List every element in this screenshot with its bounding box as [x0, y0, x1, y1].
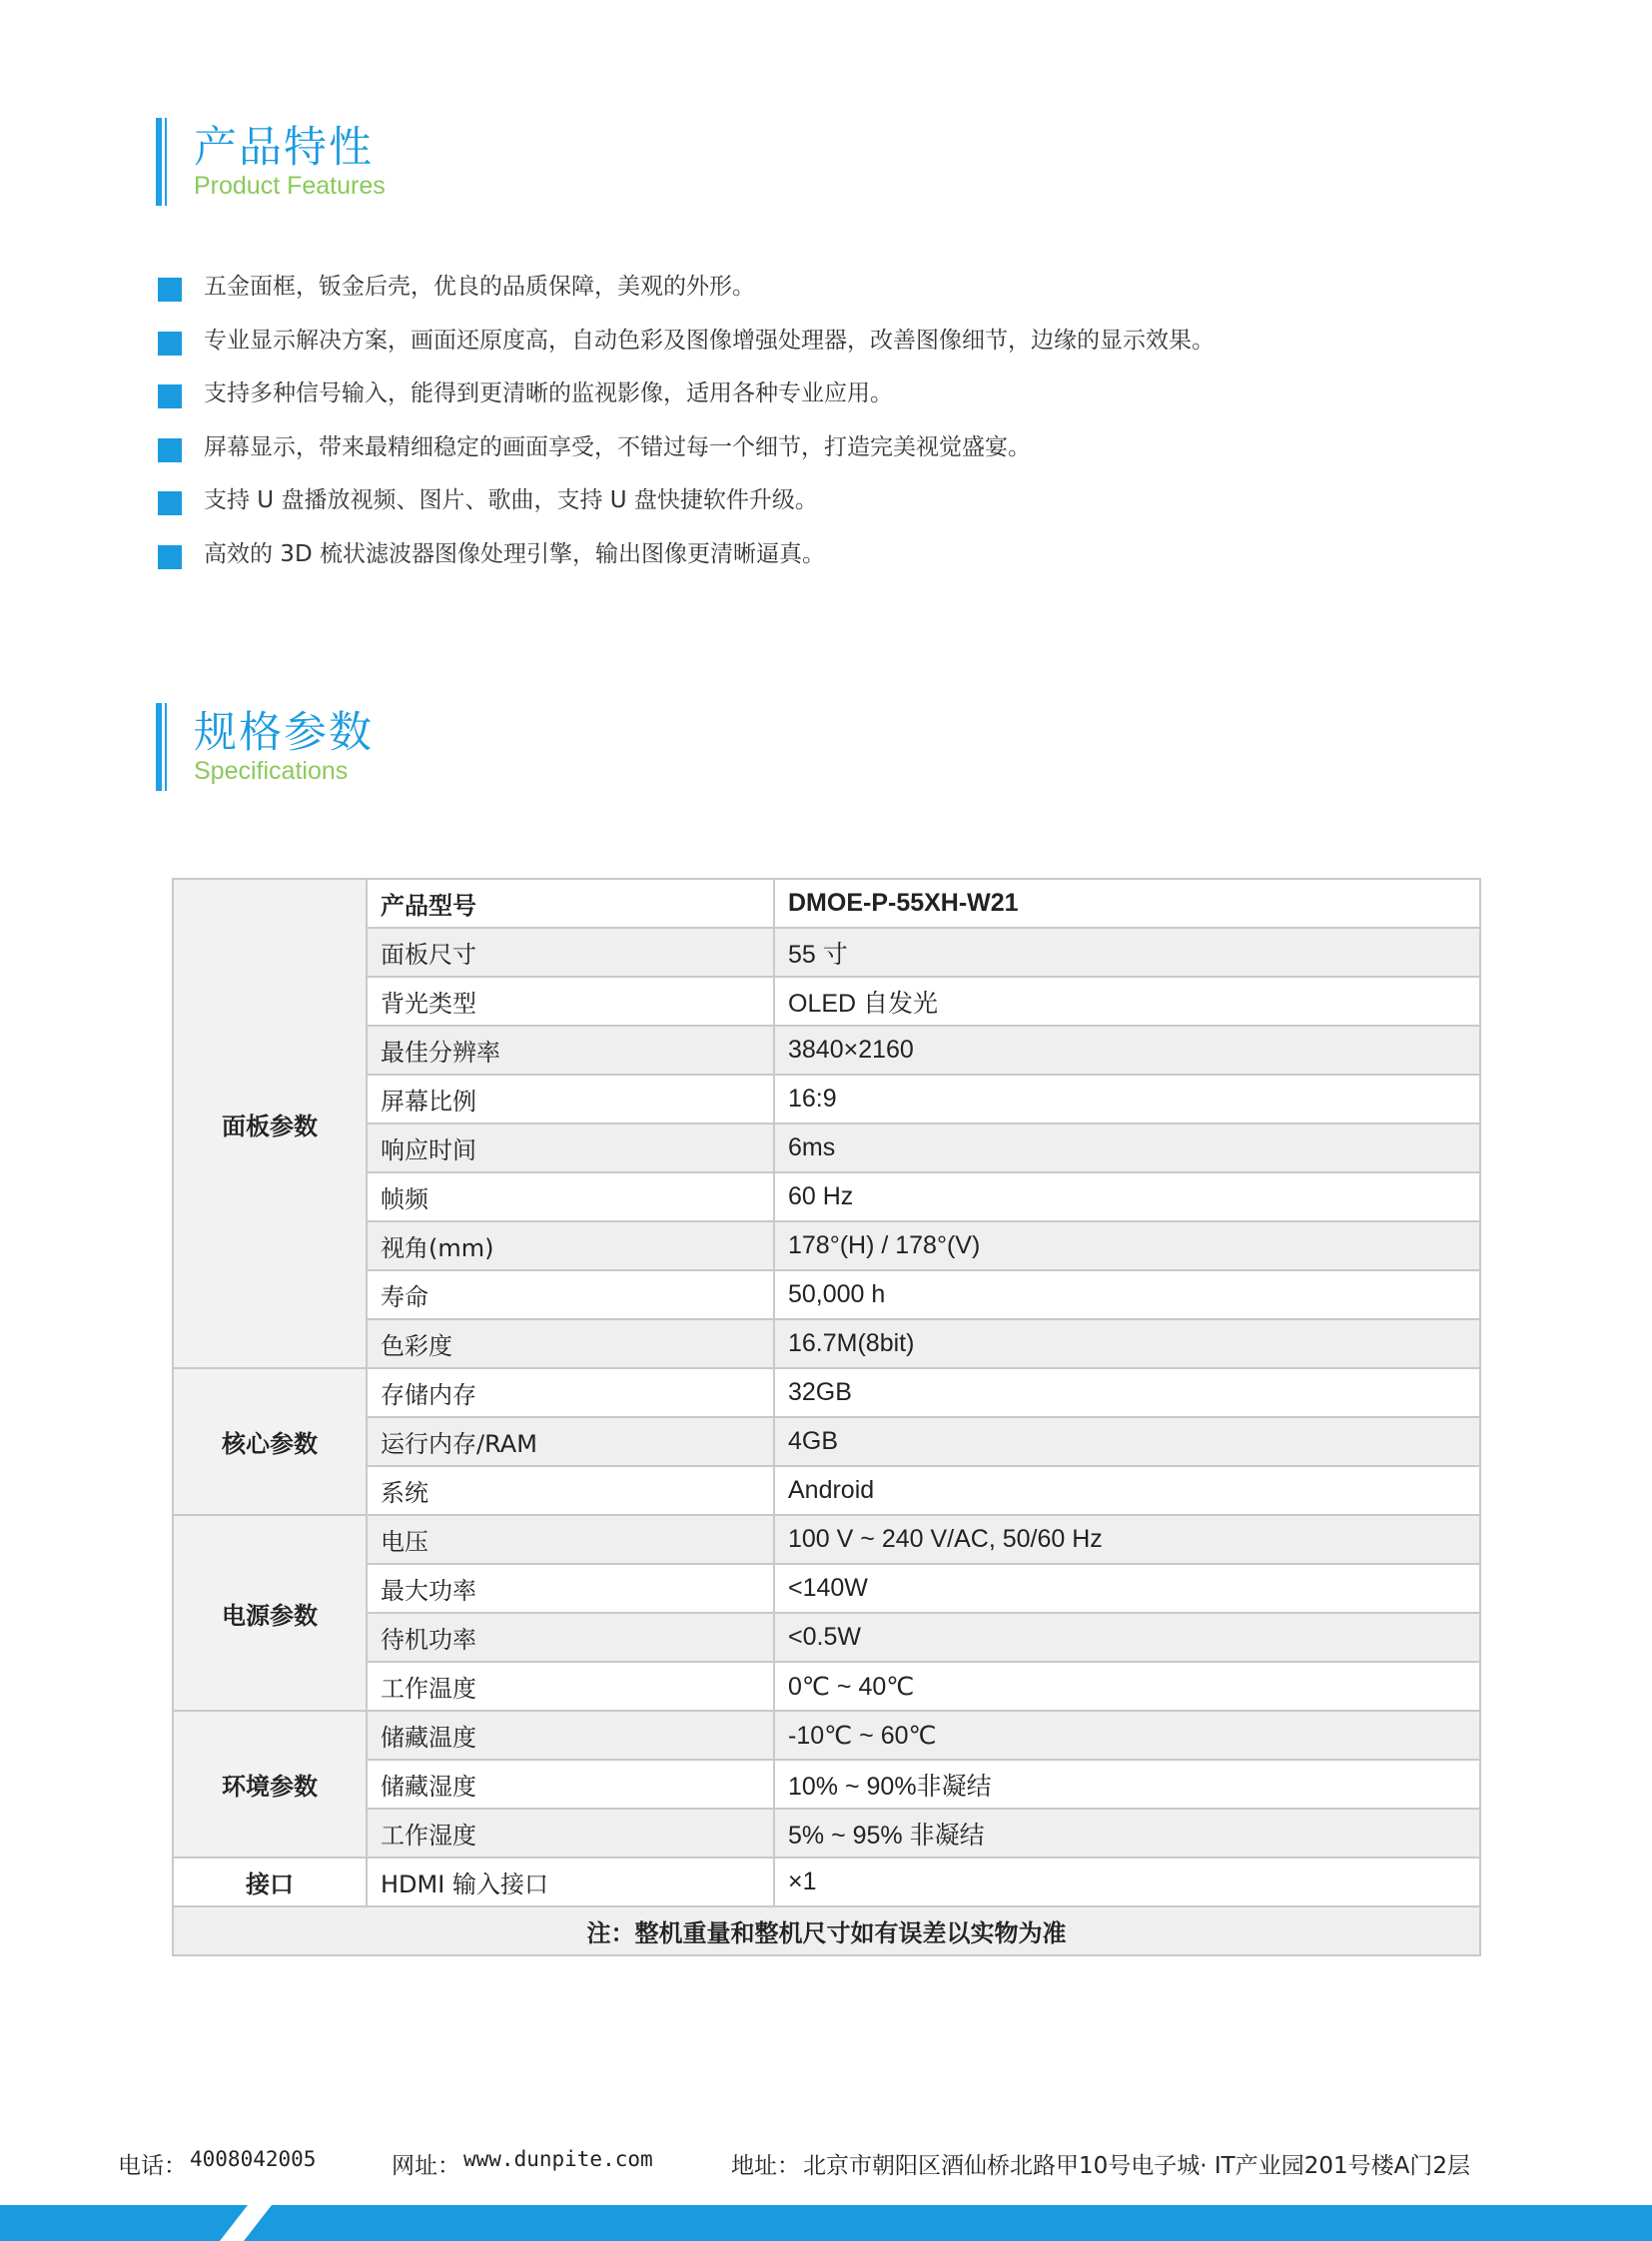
table-note: 注：整机重量和整机尺寸如有误差以实物为准 [173, 1906, 1480, 1955]
website-link[interactable]: www.dunpite.com [463, 2147, 653, 2171]
footer-color-strip [0, 2205, 1652, 2241]
table-row [173, 1809, 1480, 1858]
value-cell: OLED 自发光 [774, 977, 1480, 1026]
table-row [173, 1368, 1480, 1417]
param-cell: 寿命 [367, 1270, 774, 1319]
value-cell: 0℃ ~ 40℃ [774, 1662, 1480, 1711]
spec-table [172, 878, 1481, 1956]
param-cell: 最佳分辨率 [367, 1026, 774, 1075]
square-bullet-icon [158, 384, 182, 408]
value-cell: 5% ~ 95% 非凝结 [774, 1809, 1480, 1858]
param-cell: 系统 [367, 1466, 774, 1515]
param-cell: 电压 [367, 1515, 774, 1564]
param-cell: 存储内存 [367, 1368, 774, 1417]
value-cell: 10% ~ 90%非凝结 [774, 1760, 1480, 1809]
value-cell: 6ms [774, 1123, 1480, 1172]
value-cell: 100 V ~ 240 V/AC, 50/60 Hz [774, 1515, 1480, 1564]
table-row [173, 977, 1480, 1026]
value-cell: 60 Hz [774, 1172, 1480, 1221]
feature-item [158, 432, 1215, 486]
features-title: 产品特性 [194, 123, 374, 173]
square-bullet-icon [158, 491, 182, 515]
table-row [173, 1123, 1480, 1172]
group-label: 接口 [173, 1858, 367, 1906]
feature-text: 专业显示解决方案，画面还原度高，自动色彩及图像增强处理器，改善图像细节，边缘的显示效果。 [204, 327, 1215, 354]
square-bullet-icon [158, 278, 182, 302]
square-bullet-icon [158, 545, 182, 569]
table-row [173, 1417, 1480, 1466]
table-row [173, 1760, 1480, 1809]
value-cell: <140W [774, 1564, 1480, 1613]
table-row [173, 1858, 1480, 1906]
param-cell: 帧频 [367, 1172, 774, 1221]
group-label: 环境参数 [173, 1711, 367, 1858]
table-row [173, 1075, 1480, 1123]
web-label: 网址： [392, 2153, 460, 2179]
table-row [173, 1662, 1480, 1711]
square-bullet-icon [158, 438, 182, 462]
value-cell: <0.5W [774, 1613, 1480, 1662]
features-list [158, 272, 1215, 593]
param-cell: 背光类型 [367, 977, 774, 1026]
address-text: 北京市朝阳区酒仙桥北路甲10号电子城· IT产业园201号楼A门2层 [803, 2153, 1470, 2179]
value-cell: DMOE-P-55XH-W21 [774, 879, 1480, 928]
param-cell: 工作湿度 [367, 1809, 774, 1858]
value-cell: 50,000 h [774, 1270, 1480, 1319]
param-cell: 储藏湿度 [367, 1760, 774, 1809]
feature-text: 支持多种信号输入，能得到更清晰的监视影像，适用各种专业应用。 [204, 380, 893, 407]
feature-item [158, 539, 1215, 593]
value-cell: 16.7M(8bit) [774, 1319, 1480, 1368]
value-cell: -10℃ ~ 60℃ [774, 1711, 1480, 1760]
group-label: 核心参数 [173, 1368, 367, 1515]
phone-number: 4008042005 [190, 2147, 317, 2171]
specs-title: 规格参数 [194, 708, 374, 758]
param-cell: 视角(mm) [367, 1221, 774, 1270]
address-label: 地址： [731, 2153, 800, 2179]
feature-item [158, 326, 1215, 379]
param-cell: 色彩度 [367, 1319, 774, 1368]
feature-text: 支持 U 盘播放视频、图片、歌曲，支持 U 盘快捷软件升级。 [204, 487, 818, 514]
param-cell: 产品型号 [367, 879, 774, 928]
features-subtitle: Product Features [194, 172, 386, 200]
specs-subtitle: Specifications [194, 757, 349, 785]
param-cell: HDMI 输入接口 [367, 1858, 774, 1906]
feature-text: 屏幕显示，带来最精细稳定的画面享受，不错过每一个细节，打造完美视觉盛宴。 [204, 433, 1031, 460]
value-cell: ×1 [774, 1858, 1480, 1906]
feature-item [158, 485, 1215, 539]
value-cell: 4GB [774, 1417, 1480, 1466]
value-cell: 178°(H) / 178°(V) [774, 1221, 1480, 1270]
table-row [173, 1026, 1480, 1075]
feature-text: 五金面框，钣金后壳，优良的品质保障，美观的外形。 [204, 274, 755, 300]
table-note-row [173, 1906, 1480, 1955]
table-row [173, 1515, 1480, 1564]
param-cell: 最大功率 [367, 1564, 774, 1613]
feature-item [158, 272, 1215, 326]
table-row [173, 1711, 1480, 1760]
heading-accent-bar [156, 703, 162, 791]
table-row [173, 1270, 1480, 1319]
value-cell: 16:9 [774, 1075, 1480, 1123]
value-cell: 3840×2160 [774, 1026, 1480, 1075]
heading-accent-line [165, 703, 167, 791]
param-cell: 面板尺寸 [367, 928, 774, 977]
group-label: 电源参数 [173, 1515, 367, 1711]
table-row [173, 879, 1480, 928]
param-cell: 工作温度 [367, 1662, 774, 1711]
param-cell: 运行内存/RAM [367, 1417, 774, 1466]
table-row [173, 1172, 1480, 1221]
table-row [173, 1319, 1480, 1368]
square-bullet-icon [158, 332, 182, 356]
param-cell: 储藏温度 [367, 1711, 774, 1760]
param-cell: 待机功率 [367, 1613, 774, 1662]
value-cell: 55 寸 [774, 928, 1480, 977]
table-row [173, 1564, 1480, 1613]
param-cell: 屏幕比例 [367, 1075, 774, 1123]
param-cell: 响应时间 [367, 1123, 774, 1172]
heading-accent-line [165, 118, 167, 206]
value-cell: Android [774, 1466, 1480, 1515]
feature-text: 高效的 3D 梳状滤波器图像处理引擎，输出图像更清晰逼真。 [204, 540, 825, 567]
feature-item [158, 378, 1215, 432]
heading-accent-bar [156, 118, 162, 206]
table-row [173, 1613, 1480, 1662]
group-label: 面板参数 [173, 879, 367, 1368]
table-row [173, 1221, 1480, 1270]
value-cell: 32GB [774, 1368, 1480, 1417]
table-row [173, 928, 1480, 977]
table-row [173, 1466, 1480, 1515]
phone-label: 电话： [118, 2153, 187, 2179]
